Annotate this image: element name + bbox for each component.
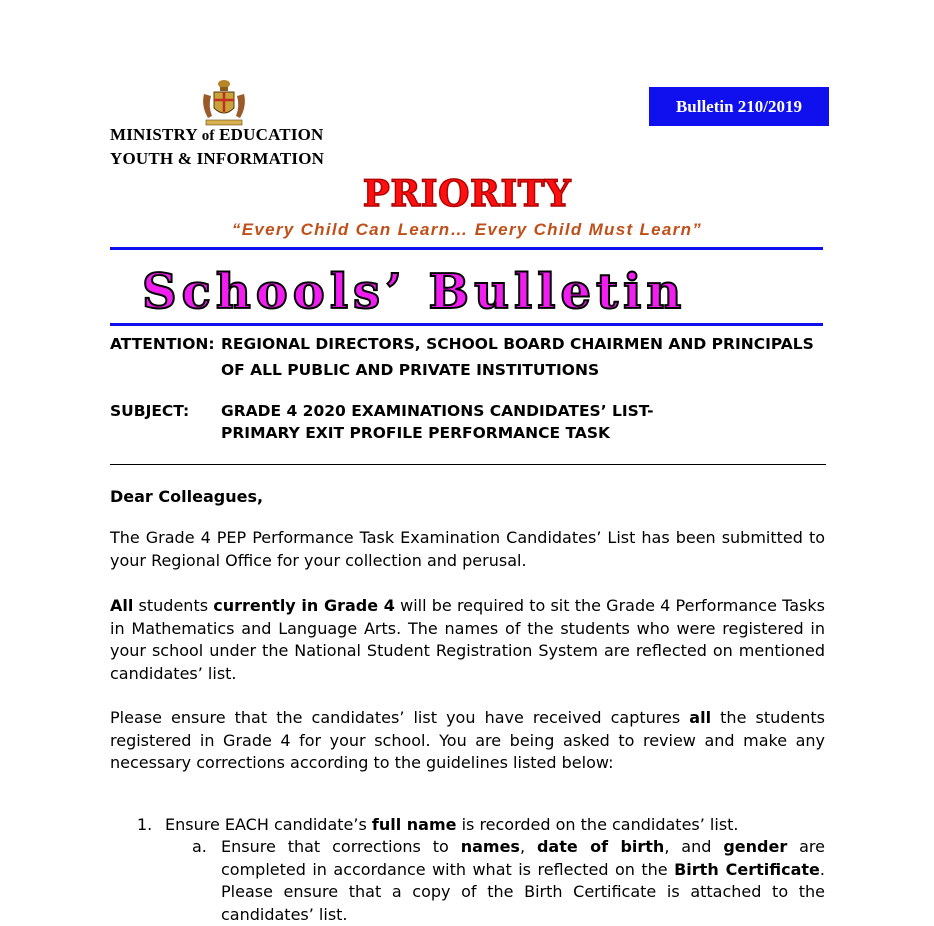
priority-heading: PRIORITY xyxy=(362,173,572,215)
coat-of-arms-logo xyxy=(198,78,250,128)
subject-line2: PRIMARY EXIT PROFILE PERFORMANCE TASK xyxy=(221,424,611,442)
attention-label: ATTENTION: xyxy=(110,335,215,353)
bottom-divider xyxy=(110,323,823,326)
list-item-1: Ensure EACH candidate’s full name is recorded on the candidates’ list. xyxy=(165,815,739,834)
paragraph-1: The Grade 4 PEP Performance Task Examination Candidates’ List has been submitted to your Regional Office for your collection and perusal. xyxy=(110,528,825,570)
bulletin-number-badge: Bulletin 210/2019 xyxy=(649,87,829,126)
greeting: Dear Colleagues, xyxy=(110,487,264,506)
ministry-name-line2: YOUTH & INFORMATION xyxy=(110,149,325,168)
subject-label: SUBJECT: xyxy=(110,402,190,420)
paragraph-3: Please ensure that the candidates’ list you have received captures all the students registered in Grade 4 for your school. You are being asked to review and make any necessary corrections according to the guidelines listed below: xyxy=(110,708,825,772)
list-number-1: 1. xyxy=(137,815,153,834)
motto: “Every Child Can Learn… Every Child Must Learn” xyxy=(231,220,703,239)
list-item-1a: Ensure that corrections to names, date of birth, and gender are completed in accordance with what is reflected on the Birth Certificate. Please ensure that a copy of the Birth Certificate is attached to the candidates’ list. xyxy=(221,837,826,924)
ministry-name-line1: MINISTRY of EDUCATION xyxy=(110,125,324,144)
list-letter-1a: a. xyxy=(192,837,207,856)
top-divider xyxy=(110,247,823,250)
memo-divider xyxy=(110,464,826,465)
schools-bulletin-banner: Schools’ Bulletin xyxy=(142,264,687,320)
paragraph-2: All students currently in Grade 4 will be required to sit the Grade 4 Performance Tasks in Mathematics and Language Arts. The names of the students who were registered in your school under the National Student Registration System are reflected on mentioned candidates’ list. xyxy=(110,596,825,683)
attention-line1: REGIONAL DIRECTORS, SCHOOL BOARD CHAIRMEN AND PRINCIPALS xyxy=(221,335,814,353)
subject-line1: GRADE 4 2020 EXAMINATIONS CANDIDATES’ LIST- xyxy=(221,402,654,420)
attention-line2: OF ALL PUBLIC AND PRIVATE INSTITUTIONS xyxy=(221,361,600,379)
